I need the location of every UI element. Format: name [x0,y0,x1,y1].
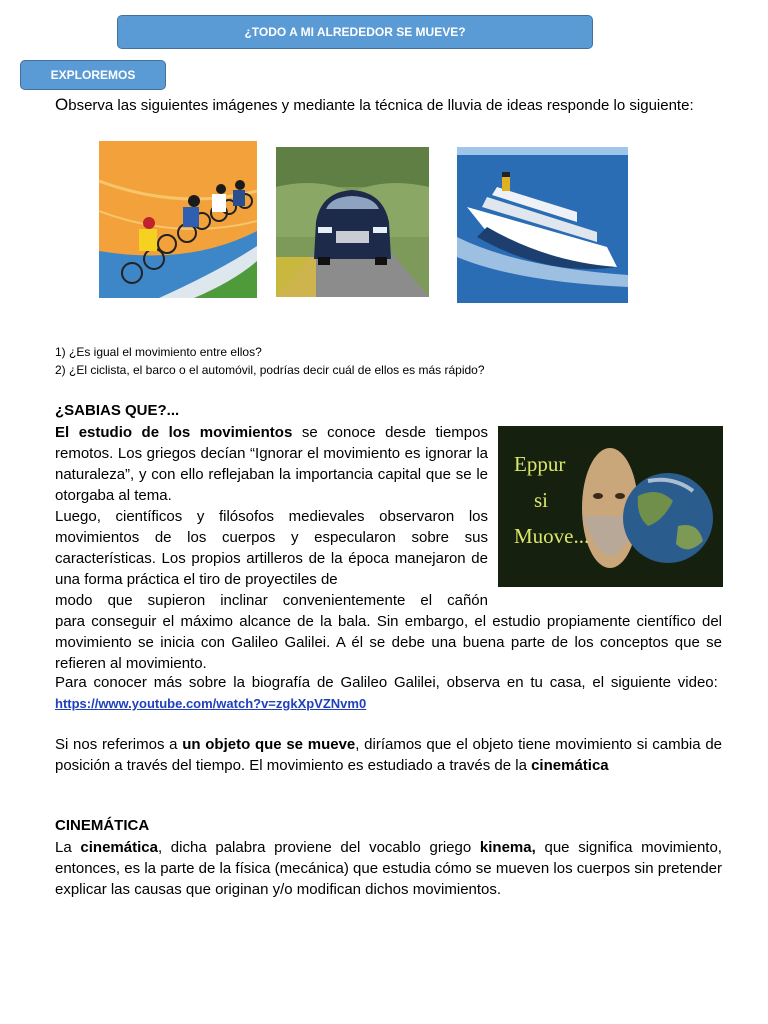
paragraph-estudio [55,422,488,506]
intro-text: bserva las siguientes imágenes y mediante la técnica de lluvia de ideas responde lo siguiente: [68,97,694,114]
heading-sabias-que: ¿SABIAS QUE?... [55,402,180,419]
paragraph-cinematica-pre: La [55,839,81,856]
heading-cinematica: CINEMÁTICA [55,817,150,834]
galileo-caption-line-1: Eppur [514,452,566,476]
paragraph-cinematica-bold-2: kinema, [479,839,536,856]
title-banner [117,15,593,49]
page-title: ¿TODO A MI ALREDEDOR SE MUEVE? [244,25,466,39]
paragraph-video [55,672,722,714]
paragraph-galileo: para conseguir el máximo alcance de la bala. Sin embargo, el estudio propiamente científico del movimiento se inicia con Galileo Galilei. A él se debe una buena parte de los conceptos que se refieren al movimiento. [55,613,722,672]
questions-list [55,343,715,379]
paragraph-luego: Luego, científicos y filósofos medievales observaron los movimientos de los cuerpos y especularon sobre sus características. Los propios artilleros de la época manejaron de una forma práctica el tiro de proyectiles de [55,508,488,588]
question-2: 2) ¿El ciclista, el barco o el automóvil, podrías decir cuál de ellos es más rápido? [55,363,485,377]
intro-instructions [55,94,715,116]
galileo-eppur-si-muove-image [498,426,723,587]
car-image [276,147,429,297]
paragraph-cinematica [55,837,722,900]
paragraph-objeto-bold-2: cinemática [531,757,609,774]
galileo-caption-line-2: si [534,488,549,512]
paragraph-objeto-mid: , diríamos que el objeto tiene movimiento si cambia de posición a través del tiempo. El movimiento es estudiado a través de la [55,736,722,774]
youtube-video-link[interactable]: https://www.youtube.com/watch?v=zgkXpVZNvm0 [55,696,367,711]
paragraph-objeto-bold: un objeto que se mueve [182,736,356,753]
intro-first-letter: O [55,95,69,114]
paragraph-estudio-text: se conoce desde tiempos remotos. Los griegos decían “Ignorar el movimiento es ignorar la naturaleza”, y con ello reflejaban la importancia capital que se le otorgaba al tema. [55,424,488,504]
cyclists-image [99,141,257,298]
paragraph-estudio-bold: El estudio de los movimientos [55,424,293,441]
paragraph-modo: modo que supieron inclinar convenientemente el cañón [55,592,488,609]
paragraph-cinematica-bold-1: cinemática [80,839,158,856]
section-tag-exploremos [20,60,166,90]
question-1: 1) ¿Es igual el movimiento entre ellos? [55,345,262,359]
paragraph-video-text: Para conocer más sobre la biografía de Galileo Galilei, observa en tu casa, el siguiente video: [55,674,718,691]
galileo-caption-line-3: Muove... [514,524,590,548]
galileo-caption [514,446,589,554]
paragraph-objeto [55,734,722,776]
paragraph-cinematica-mid: , dicha palabra proviene del vocablo griego [157,839,480,856]
cruise-ship-image [457,147,628,303]
paragraph-cinematica-rest: que significa movimiento, entonces, es la parte de la física (mecánica) que estudia cómo se mueven los cuerpos sin pretender explicar las causas que originan y/o modifican dichos movimientos. [55,839,722,898]
section-tag-label: EXPLOREMOS [50,68,136,82]
paragraph-objeto-pre: Si nos referimos a [55,736,183,753]
